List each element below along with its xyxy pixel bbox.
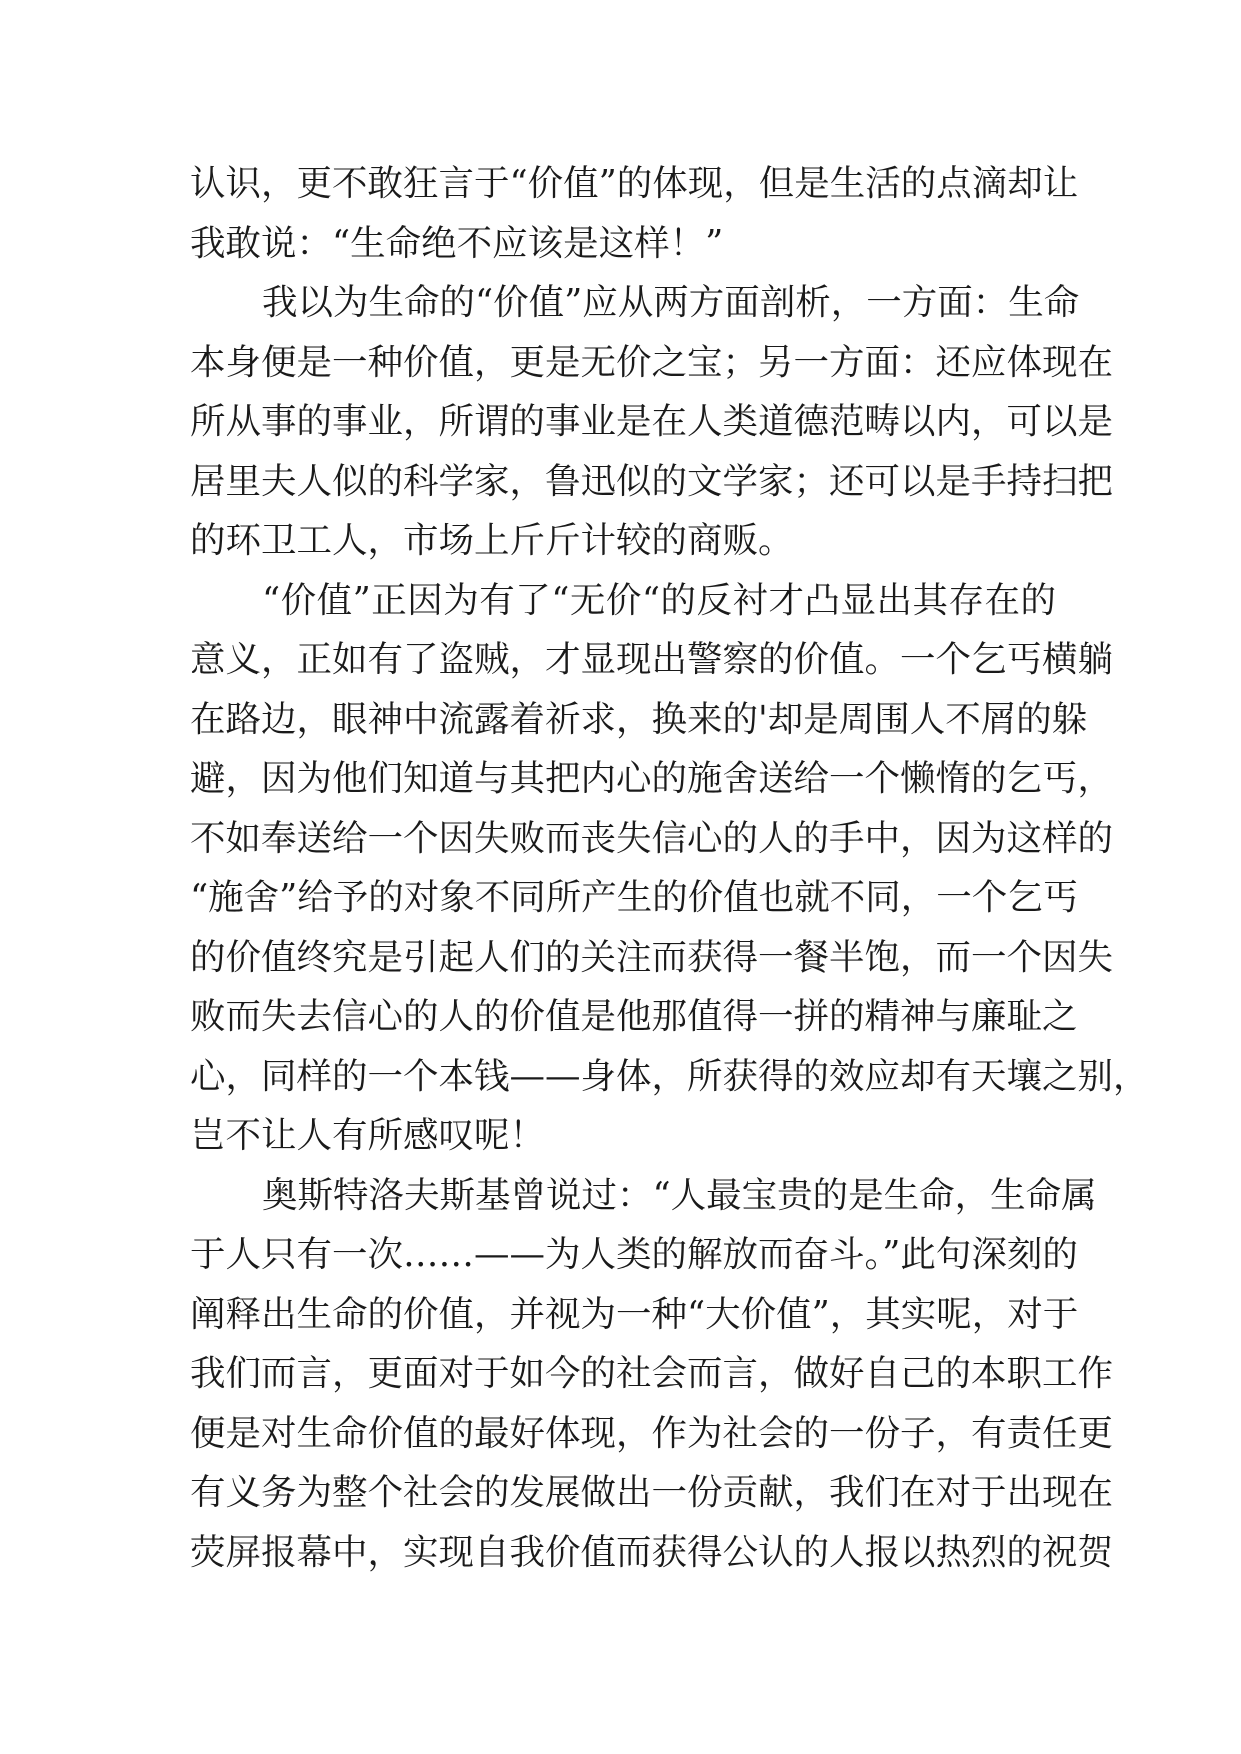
text-line: 居里夫人似的科学家，鲁迅似的文学家；还可以是手持扫把 [190, 460, 1114, 502]
text-line: 的环卫工人，市场上斤斤计较的商贩。 [190, 520, 794, 561]
text-line: 我以为生命的“价值”应从两方面剖析，一方面：生命 [262, 282, 1080, 323]
text-line: “施舍”给予的对象不同所产生的价值也就不同，一个乞丐 [190, 877, 1079, 918]
text-line: 阐释出生命的价值，并视为一种“大价值”，其实呢，对于 [190, 1293, 1079, 1335]
document-page [190, 154, 1149, 1582]
text-line: 岂不让人有所感叹呢！ [190, 1115, 546, 1156]
text-line: 我敢说：“生命绝不应该是这样！” [190, 222, 724, 264]
text-line: 败而失去信心的人的价值是他那值得一拼的精神与廉耻之 [190, 996, 1078, 1037]
text-line: 便是对生命价值的最好体现，作为社会的一份子，有责任更 [190, 1412, 1114, 1454]
text-line: 本身便是一种价值，更是无价之宝；另一方面：还应体现在 [190, 341, 1114, 383]
text-line: 有义务为整个社会的发展做出一份贡献，我们在对于出现在 [190, 1472, 1114, 1513]
text-line: 所从事的事业，所谓的事业是在人类道德范畴以内，可以是 [190, 401, 1114, 442]
text-line: 避，因为他们知道与其把内心的施舍送给一个懒惰的乞丐， [190, 758, 1114, 799]
text-line: 心，同样的一个本钱——身体，所获得的效应却有天壤之别， [190, 1055, 1149, 1097]
text-line: 意义，正如有了盗贼，才显现出警察的价值。一个乞丐横躺 [190, 639, 1114, 680]
text-line: 于人只有一次……——为人类的解放而奋斗。”此句深刻的 [190, 1234, 1078, 1275]
text-line: 认识，更不敢狂言于“价值”的体现，但是生活的点滴却让 [190, 163, 1079, 204]
text-line: 不如奉送给一个因失败而丧失信心的人的手中，因为这样的 [190, 817, 1114, 859]
text-line: 在路边，眼神中流露着祈求，换来的'却是周围人不屑的躲 [190, 698, 1088, 740]
text-line: “价值”正因为有了“无价“的反衬才凸显出其存在的 [262, 579, 1056, 621]
text-line: 奥斯特洛夫斯基曾说过：“人最宝贵的是生命，生命属 [262, 1174, 1097, 1216]
text-line: 我们而言，更面对于如今的社会而言，做好自己的本职工作 [190, 1353, 1114, 1394]
text-line: 荧屏报幕中，实现自我价值而获得公认的人报以热烈的祝贺 [190, 1531, 1114, 1573]
text-line: 的价值终究是引起人们的关注而获得一餐半饱，而一个因失 [190, 936, 1114, 978]
